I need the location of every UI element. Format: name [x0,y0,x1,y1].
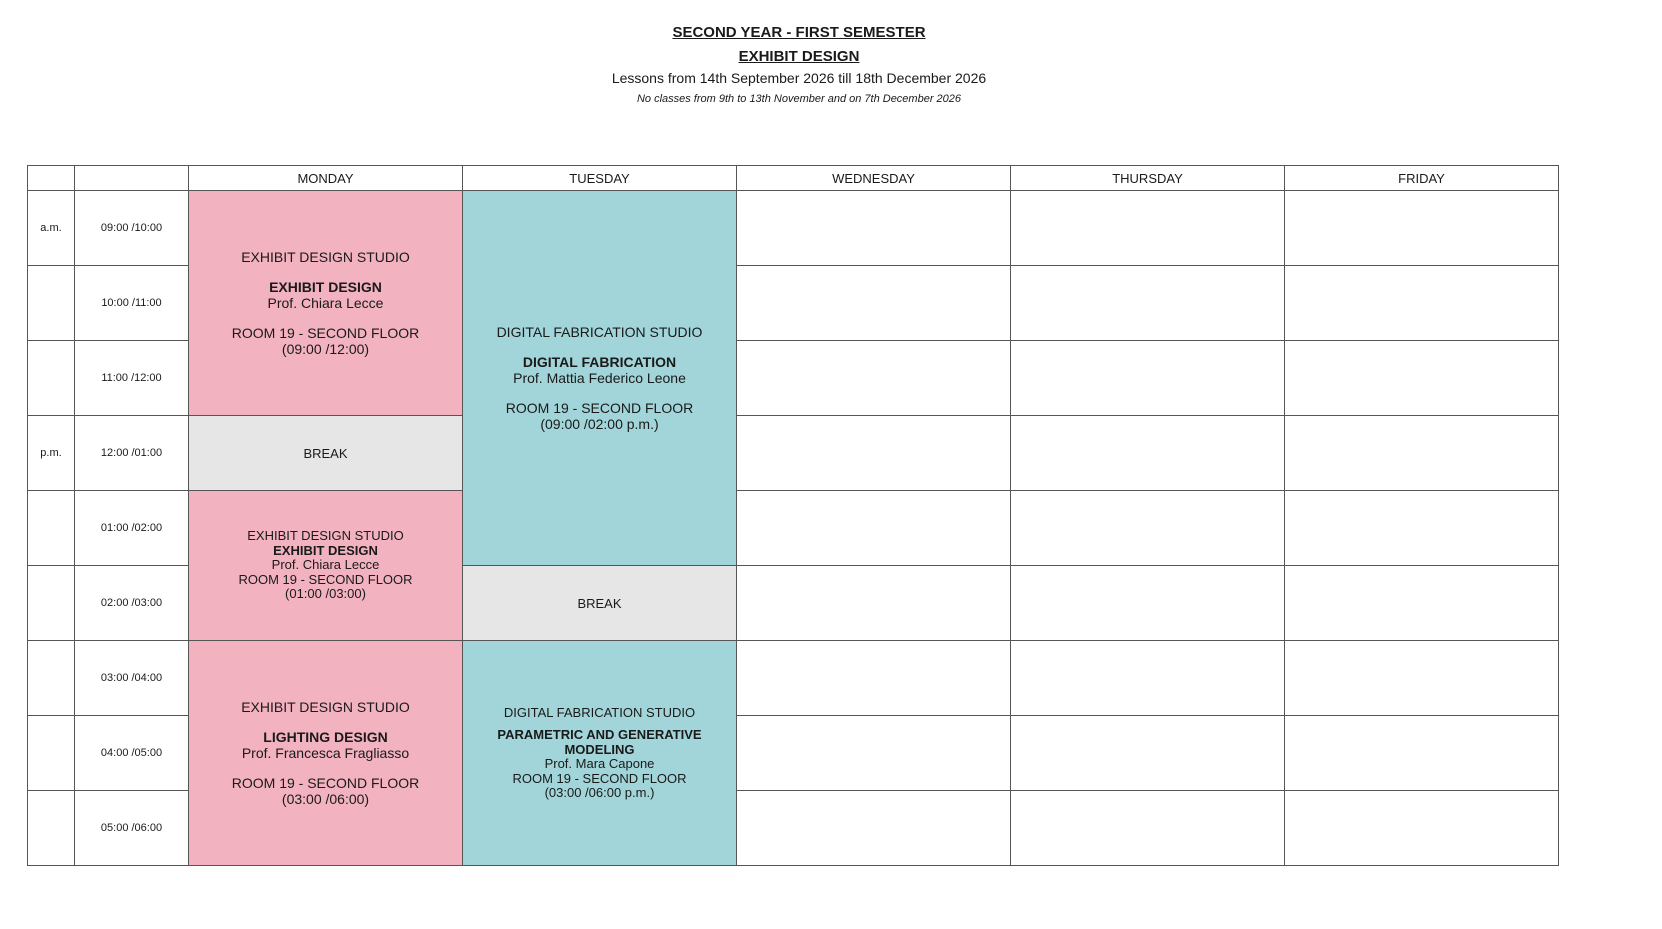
period-label [28,341,75,416]
empty-cell [737,416,1011,491]
empty-cell [1285,341,1559,416]
empty-cell [1285,566,1559,641]
monday-morning-lesson [189,191,463,416]
time-slot: 04:00 /05:00 [75,716,189,791]
professor: Prof. Chiara Lecce [267,295,384,311]
empty-cell [737,716,1011,791]
timetable [27,165,1559,866]
professor: Prof. Francesca Fragliasso [241,745,410,761]
empty-cell [737,791,1011,866]
empty-cell [737,266,1011,341]
tuesday-break: BREAK [463,566,737,641]
empty-cell [1011,191,1285,266]
day-header-monday: MONDAY [189,166,463,191]
professor: Prof. Chiara Lecce [271,557,380,573]
empty-cell [737,191,1011,266]
time-slot: 05:00 /06:00 [75,791,189,866]
header-row [28,166,1559,191]
course-name: PARAMETRIC AND GENERATIVE [497,727,702,742]
empty-cell [737,341,1011,416]
corner-cell [28,166,75,191]
empty-cell [737,566,1011,641]
no-class-note: No classes from 9th to 13th November and on 7th December 2026 [636,93,962,105]
room: ROOM 19 - SECOND FLOOR [505,400,694,416]
table-row [28,191,1559,266]
period-label [28,641,75,716]
studio-name: EXHIBIT DESIGN STUDIO [241,699,410,715]
table-row [28,416,1559,491]
professor: Prof. Mattia Federico Leone [513,370,686,386]
empty-cell [1011,266,1285,341]
monday-late-afternoon-lesson [189,641,463,866]
day-header-wednesday: WEDNESDAY [737,166,1011,191]
empty-cell [737,491,1011,566]
time-slot: 11:00 /12:00 [75,341,189,416]
lesson-time: (01:00 /03:00) [285,586,366,602]
professor: Prof. Mara Capone [544,756,655,771]
tuesday-morning-lesson [463,191,737,566]
period-label [28,716,75,791]
empty-cell [1285,491,1559,566]
day-header-thursday: THURSDAY [1011,166,1285,191]
time-slot: 09:00 /10:00 [75,191,189,266]
table-row [28,641,1559,716]
empty-cell [737,641,1011,716]
period-label [28,266,75,341]
empty-cell [1011,416,1285,491]
empty-cell [1011,491,1285,566]
tuesday-afternoon-lesson [463,641,737,866]
period-label: p.m. [28,416,75,491]
course-name: EXHIBIT DESIGN [273,542,378,558]
empty-cell [1285,641,1559,716]
lesson-time: (03:00 /06:00 p.m.) [544,785,655,800]
studio-name: EXHIBIT DESIGN STUDIO [241,249,410,265]
studio-name: DIGITAL FABRICATION STUDIO [503,704,696,720]
lesson-time: (09:00 /12:00) [281,341,370,357]
period-label [28,791,75,866]
corner-cell [75,166,189,191]
schedule-title: SECOND YEAR - FIRST SEMESTER [672,24,926,41]
day-header-friday: FRIDAY [1285,166,1559,191]
lesson-time: (09:00 /02:00 p.m.) [540,416,659,432]
time-slot: 03:00 /04:00 [75,641,189,716]
lesson-time: (03:00 /06:00) [281,791,370,807]
empty-cell [1285,416,1559,491]
course-name: LIGHTING DESIGN [263,729,388,745]
studio-name: DIGITAL FABRICATION STUDIO [496,324,703,340]
table-row [28,491,1559,566]
empty-cell [1011,716,1285,791]
room: ROOM 19 - SECOND FLOOR [231,775,420,791]
period-label [28,566,75,641]
monday-early-afternoon-lesson [189,491,463,641]
lesson-dates: Lessons from 14th September 2026 till 18th December 2026 [611,70,987,86]
course-name: MODELING [564,741,635,757]
room: ROOM 19 - SECOND FLOOR [231,325,420,341]
time-slot: 02:00 /03:00 [75,566,189,641]
empty-cell [1011,791,1285,866]
monday-break: BREAK [189,416,463,491]
time-slot: 01:00 /02:00 [75,491,189,566]
empty-cell [1011,566,1285,641]
day-header-tuesday: TUESDAY [463,166,737,191]
course-name: DIGITAL FABRICATION [522,354,677,370]
empty-cell [1011,641,1285,716]
empty-cell [1285,791,1559,866]
empty-cell [1285,716,1559,791]
schedule-subtitle: EXHIBIT DESIGN [738,48,860,65]
room: ROOM 19 - SECOND FLOOR [512,770,687,786]
course-name: EXHIBIT DESIGN [269,279,382,295]
studio-name: EXHIBIT DESIGN STUDIO [247,528,404,544]
empty-cell [1011,341,1285,416]
period-label: a.m. [28,191,75,266]
empty-cell [1285,191,1559,266]
time-slot: 12:00 /01:00 [75,416,189,491]
empty-cell [1285,266,1559,341]
room: ROOM 19 - SECOND FLOOR [238,571,413,587]
time-slot: 10:00 /11:00 [75,266,189,341]
period-label [28,491,75,566]
